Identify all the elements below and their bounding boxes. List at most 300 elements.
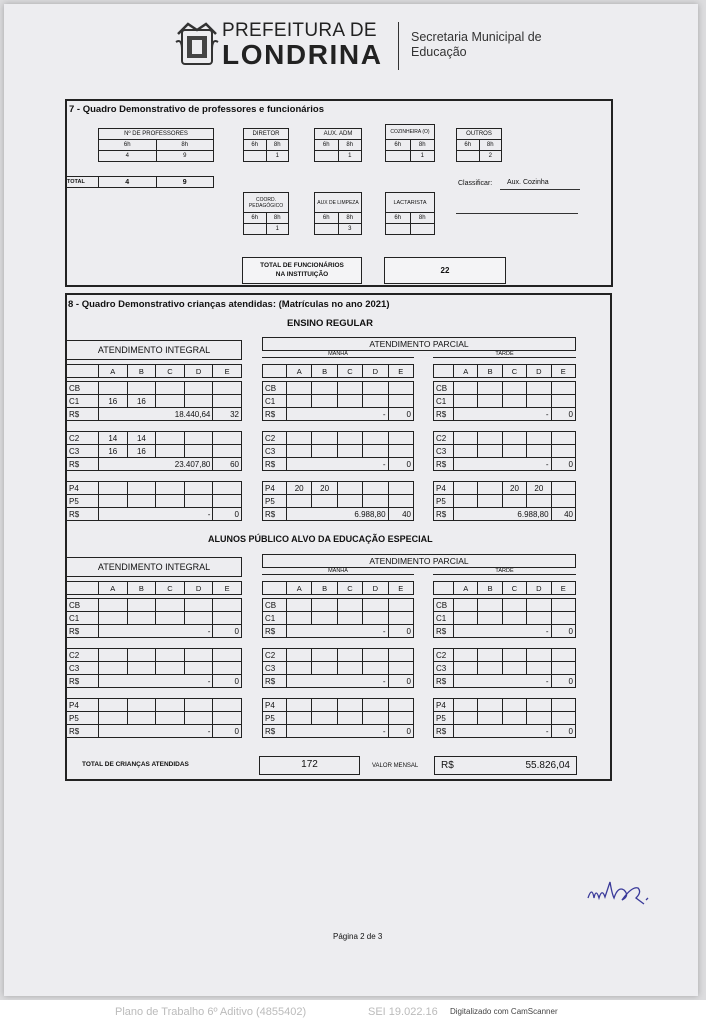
header-divider — [398, 22, 399, 70]
column-header-row-esp-integral — [66, 581, 242, 595]
attendance-parcial-header-esp: ATENDIMENTO PARCIAL — [262, 554, 576, 568]
count-cell — [99, 612, 128, 625]
count-cell — [502, 712, 526, 725]
attendance-integral-header-esp: ATENDIMENTO INTEGRAL — [66, 557, 242, 577]
auxlimp-8h: 3 — [338, 224, 362, 235]
count-cell — [127, 699, 156, 712]
column-header-e: E — [551, 365, 575, 378]
count-cell — [156, 395, 185, 408]
count-cell — [337, 495, 362, 508]
count-cell — [184, 599, 213, 612]
column-header-b: B — [478, 365, 502, 378]
table-row — [263, 625, 414, 638]
table-row — [67, 625, 242, 638]
count-cell — [184, 649, 213, 662]
monthly-value-cell: - — [99, 725, 213, 738]
count-cell — [478, 482, 502, 495]
count-cell — [388, 599, 413, 612]
count-cell — [99, 649, 128, 662]
column-header-c: C — [502, 582, 526, 595]
age-group-table-reg-tarde-1 — [433, 431, 576, 471]
monthly-value-cell: - — [99, 508, 213, 521]
children-count-cell: 0 — [551, 625, 575, 638]
count-cell — [156, 599, 185, 612]
column-header-row-esp-tarde — [433, 581, 576, 595]
count-cell — [551, 495, 575, 508]
table-row — [67, 432, 242, 445]
table-row — [434, 445, 576, 458]
count-cell: 20 — [287, 482, 312, 495]
count-cell — [363, 482, 388, 495]
count-cell — [363, 612, 388, 625]
count-cell — [127, 649, 156, 662]
outros-header: OUTROS — [457, 129, 502, 140]
count-cell: 16 — [127, 445, 156, 458]
count-cell — [127, 662, 156, 675]
count-cell: 16 — [99, 445, 128, 458]
count-cell — [156, 445, 185, 458]
children-count-cell: 0 — [388, 625, 413, 638]
letterhead — [170, 16, 590, 76]
count-cell — [337, 712, 362, 725]
total-criancas-value: 172 — [259, 756, 360, 775]
total-8h: 9 — [156, 177, 214, 188]
count-cell — [363, 699, 388, 712]
count-cell — [213, 395, 242, 408]
column-header-b: B — [312, 365, 337, 378]
currency-label: R$ — [434, 675, 454, 688]
table-row — [67, 712, 242, 725]
count-cell — [312, 612, 337, 625]
count-cell — [213, 382, 242, 395]
count-cell — [287, 382, 312, 395]
count-cell — [312, 599, 337, 612]
auxlimp-8h-label: 8h — [338, 213, 362, 224]
table-row — [67, 382, 242, 395]
table-row — [434, 712, 576, 725]
table-row — [434, 675, 576, 688]
table-row — [263, 408, 414, 421]
monthly-value-cell: - — [454, 725, 552, 738]
count-cell — [454, 649, 478, 662]
row-label: C1 — [263, 395, 287, 408]
count-cell — [454, 395, 478, 408]
table-row — [434, 482, 576, 495]
count-cell — [527, 712, 551, 725]
count-cell — [478, 432, 502, 445]
header-londrina: LONDRINA — [222, 39, 383, 70]
manha-label-reg: MANHÃ — [262, 351, 414, 358]
outros-6h — [457, 151, 480, 162]
age-group-table-esp-manha-2 — [262, 698, 414, 738]
currency-label: R$ — [434, 408, 454, 421]
count-cell — [502, 382, 526, 395]
coord-header: COORD. PEDAGÓGICO — [244, 193, 289, 213]
count-cell — [287, 432, 312, 445]
diretor-8h-label: 8h — [266, 140, 289, 151]
row-label: CB — [434, 599, 454, 612]
children-count-cell: 32 — [213, 408, 242, 421]
children-count-cell: 0 — [551, 458, 575, 471]
count-cell — [287, 445, 312, 458]
count-cell — [454, 612, 478, 625]
auxlimp-6h-label: 6h — [315, 213, 339, 224]
count-cell — [527, 395, 551, 408]
count-cell — [213, 495, 242, 508]
row-label: C1 — [434, 612, 454, 625]
count-cell — [502, 495, 526, 508]
row-label: CB — [263, 599, 287, 612]
count-cell — [127, 612, 156, 625]
row-label: P5 — [434, 495, 454, 508]
lactarista-8h — [410, 224, 435, 235]
count-cell — [527, 649, 551, 662]
row-label: P5 — [67, 712, 99, 725]
count-cell — [213, 649, 242, 662]
count-cell — [527, 699, 551, 712]
cozinheira-6h — [386, 151, 411, 162]
count-cell — [454, 599, 478, 612]
count-cell — [287, 662, 312, 675]
valor-mensal-label: VALOR MENSAL — [372, 763, 419, 769]
count-cell: 14 — [99, 432, 128, 445]
classificar-value: Aux. Cozinha — [507, 179, 549, 186]
column-header-d: D — [363, 582, 388, 595]
table-row — [67, 725, 242, 738]
count-cell — [454, 662, 478, 675]
children-count-cell: 0 — [213, 508, 242, 521]
table-row — [434, 408, 576, 421]
diretor-header: DIRETOR — [244, 129, 289, 140]
table-row — [434, 432, 576, 445]
lactarista-table — [385, 192, 435, 235]
count-cell — [551, 432, 575, 445]
currency-label: R$ — [67, 508, 99, 521]
handwritten-signature — [584, 876, 654, 910]
prof-6h-value: 4 — [99, 151, 157, 162]
count-cell — [551, 395, 575, 408]
count-cell — [312, 649, 337, 662]
count-cell — [478, 612, 502, 625]
count-cell — [502, 649, 526, 662]
column-header-c: C — [337, 365, 362, 378]
count-cell — [454, 699, 478, 712]
auxadm-8h: 1 — [338, 151, 362, 162]
outros-8h-label: 8h — [479, 140, 502, 151]
table-row — [263, 675, 414, 688]
age-group-table-esp-integral-0 — [66, 598, 242, 638]
count-cell: 20 — [502, 482, 526, 495]
row-label: C2 — [67, 432, 99, 445]
count-cell: 16 — [127, 395, 156, 408]
count-cell — [127, 482, 156, 495]
count-cell — [388, 662, 413, 675]
header-prefeitura: PREFEITURA DE — [222, 20, 377, 41]
column-header-e: E — [388, 582, 413, 595]
prof-8h-label: 8h — [156, 140, 214, 151]
professors-header: Nº DE PROFESSORES — [99, 129, 214, 140]
column-header-a: A — [454, 582, 478, 595]
count-cell — [184, 612, 213, 625]
children-count-cell: 40 — [551, 508, 575, 521]
professors-total-row — [66, 176, 214, 188]
count-cell — [388, 395, 413, 408]
classificar-line — [500, 189, 580, 190]
children-count-cell: 0 — [551, 675, 575, 688]
table-row — [263, 649, 414, 662]
currency-label: R$ — [67, 725, 99, 738]
prof-6h-label: 6h — [99, 140, 157, 151]
manha-label-esp: MANHÃ — [262, 568, 414, 575]
count-cell — [502, 662, 526, 675]
header-secretaria — [411, 30, 542, 60]
cozinheira-header: COZINHEIRA (O) — [386, 125, 435, 140]
column-header-row-reg-tarde — [433, 364, 576, 378]
classificar-line-2 — [456, 213, 578, 214]
count-cell — [156, 712, 185, 725]
prof-8h-value: 9 — [156, 151, 214, 162]
count-cell — [99, 712, 128, 725]
table-row — [434, 599, 576, 612]
column-header-d: D — [527, 365, 551, 378]
count-cell — [213, 482, 242, 495]
column-header-d: D — [184, 582, 213, 595]
valor-mensal-value: 55.826,04 — [525, 760, 570, 771]
age-group-table-esp-manha-1 — [262, 648, 414, 688]
row-label: C2 — [263, 432, 287, 445]
row-label: P4 — [67, 699, 99, 712]
column-header-e: E — [388, 365, 413, 378]
count-cell — [388, 382, 413, 395]
column-header-b: B — [312, 582, 337, 595]
count-cell — [454, 445, 478, 458]
column-header-c: C — [502, 365, 526, 378]
row-label: C2 — [263, 649, 287, 662]
count-cell — [478, 662, 502, 675]
count-cell — [184, 445, 213, 458]
row-label: C2 — [67, 649, 99, 662]
lactarista-8h-label: 8h — [410, 213, 435, 224]
children-count-cell: 0 — [213, 675, 242, 688]
age-group-table-esp-integral-2 — [66, 698, 242, 738]
row-label: CB — [67, 382, 99, 395]
count-cell — [363, 432, 388, 445]
count-cell — [99, 495, 128, 508]
monthly-value-cell: 23.407,80 — [99, 458, 213, 471]
count-cell — [388, 712, 413, 725]
table-row — [434, 495, 576, 508]
table-row — [263, 495, 414, 508]
count-cell — [184, 395, 213, 408]
count-cell — [527, 432, 551, 445]
count-cell — [287, 495, 312, 508]
count-cell — [551, 712, 575, 725]
age-group-table-reg-integral-1 — [66, 431, 242, 471]
count-cell — [363, 712, 388, 725]
count-cell — [337, 382, 362, 395]
currency-label: R$ — [434, 458, 454, 471]
count-cell — [99, 599, 128, 612]
row-label: P4 — [434, 482, 454, 495]
count-cell — [127, 495, 156, 508]
total-funcionarios-value: 22 — [384, 257, 506, 284]
count-cell — [363, 662, 388, 675]
count-cell — [213, 662, 242, 675]
total-label: TOTAL — [67, 177, 99, 188]
age-group-table-reg-manha-0 — [262, 381, 414, 421]
count-cell — [337, 662, 362, 675]
count-cell — [184, 699, 213, 712]
cozinheira-table — [385, 124, 435, 162]
count-cell — [551, 445, 575, 458]
count-cell — [127, 712, 156, 725]
table-row — [263, 725, 414, 738]
count-cell — [287, 599, 312, 612]
count-cell — [213, 712, 242, 725]
count-cell — [551, 699, 575, 712]
count-cell — [287, 699, 312, 712]
count-cell — [388, 495, 413, 508]
monthly-value-cell: - — [454, 408, 552, 421]
count-cell — [337, 599, 362, 612]
currency-label: R$ — [67, 625, 99, 638]
total-6h: 4 — [99, 177, 157, 188]
table-row — [263, 662, 414, 675]
row-label: C3 — [263, 445, 287, 458]
classificar-label: Classificar: — [458, 180, 493, 187]
row-label: P4 — [263, 699, 287, 712]
row-label: CB — [263, 382, 287, 395]
row-label-header — [263, 582, 287, 595]
count-cell — [99, 382, 128, 395]
count-cell — [156, 495, 185, 508]
age-group-table-reg-tarde-2 — [433, 481, 576, 521]
count-cell — [551, 482, 575, 495]
currency-label: R$ — [263, 675, 287, 688]
monthly-value-cell: - — [287, 458, 389, 471]
row-label: P5 — [67, 495, 99, 508]
count-cell — [363, 599, 388, 612]
children-count-cell: 0 — [388, 458, 413, 471]
monthly-value-cell: - — [454, 458, 552, 471]
column-header-c: C — [156, 365, 185, 378]
row-label: C2 — [434, 649, 454, 662]
lactarista-6h-label: 6h — [386, 213, 411, 224]
row-label: P4 — [67, 482, 99, 495]
outros-6h-label: 6h — [457, 140, 480, 151]
monthly-value-cell: 18.440,64 — [99, 408, 213, 421]
auxadm-6h-label: 6h — [315, 140, 339, 151]
row-label: CB — [434, 382, 454, 395]
coord-6h — [244, 224, 267, 235]
count-cell — [388, 649, 413, 662]
table-row — [67, 649, 242, 662]
row-label-header — [67, 365, 99, 378]
ensino-regular-title: ENSINO REGULAR — [287, 318, 374, 329]
age-group-table-esp-tarde-2 — [433, 698, 576, 738]
coord-8h-label: 8h — [266, 213, 289, 224]
count-cell — [478, 712, 502, 725]
age-group-table-esp-tarde-0 — [433, 598, 576, 638]
row-label-header — [434, 365, 454, 378]
professors-table — [98, 128, 214, 162]
count-cell — [337, 445, 362, 458]
table-row — [434, 699, 576, 712]
count-cell — [156, 482, 185, 495]
table-row — [67, 699, 242, 712]
count-cell — [337, 482, 362, 495]
children-count-cell: 0 — [213, 625, 242, 638]
row-label: C1 — [67, 395, 99, 408]
count-cell — [388, 699, 413, 712]
count-cell — [478, 649, 502, 662]
children-count-cell: 0 — [388, 408, 413, 421]
column-header-b: B — [478, 582, 502, 595]
table-row — [434, 649, 576, 662]
currency-label: R$ — [67, 675, 99, 688]
count-cell — [551, 382, 575, 395]
count-cell — [454, 712, 478, 725]
valor-mensal-box — [434, 756, 577, 775]
total-criancas-label: TOTAL DE CRIANÇAS ATENDIDAS — [82, 761, 189, 768]
auxadm-6h — [315, 151, 339, 162]
column-header-a: A — [99, 365, 128, 378]
children-count-cell: 0 — [551, 408, 575, 421]
count-cell — [478, 495, 502, 508]
row-label: C2 — [434, 432, 454, 445]
table-row — [67, 458, 242, 471]
table-row — [67, 599, 242, 612]
column-header-e: E — [213, 582, 242, 595]
count-cell — [478, 699, 502, 712]
monthly-value-cell: - — [287, 725, 389, 738]
row-label: C1 — [434, 395, 454, 408]
column-header-b: B — [127, 365, 156, 378]
footer-document-name: Plano de Trabalho 6º Aditivo (4855402) — [115, 1006, 307, 1018]
secretaria-line2: Educação — [411, 45, 467, 59]
count-cell — [363, 495, 388, 508]
count-cell — [502, 699, 526, 712]
table-row — [434, 508, 576, 521]
age-group-table-reg-integral-2 — [66, 481, 242, 521]
children-count-cell: 0 — [551, 725, 575, 738]
count-cell — [156, 649, 185, 662]
row-label: P5 — [263, 495, 287, 508]
attendance-integral-header-reg: ATENDIMENTO INTEGRAL — [66, 340, 242, 360]
age-group-table-esp-manha-0 — [262, 598, 414, 638]
tarde-label-esp: TARDE — [433, 568, 576, 575]
children-count-cell: 0 — [388, 675, 413, 688]
secretaria-line1: Secretaria Municipal de — [411, 30, 542, 44]
count-cell — [312, 382, 337, 395]
count-cell — [312, 662, 337, 675]
count-cell: 20 — [312, 482, 337, 495]
column-header-row-esp-manha — [262, 581, 414, 595]
column-header-a: A — [454, 365, 478, 378]
count-cell — [213, 599, 242, 612]
total-funcionarios-l1: TOTAL DE FUNCIONÁRIOS — [260, 262, 344, 269]
count-cell — [363, 382, 388, 395]
auxadm-table — [314, 128, 362, 162]
city-crest-logo — [174, 20, 220, 68]
cozinheira-8h-label: 8h — [410, 140, 435, 151]
table-row — [67, 445, 242, 458]
table-row — [263, 382, 414, 395]
count-cell — [388, 445, 413, 458]
children-count-cell: 0 — [213, 725, 242, 738]
row-label: C3 — [67, 662, 99, 675]
coord-8h: 1 — [266, 224, 289, 235]
